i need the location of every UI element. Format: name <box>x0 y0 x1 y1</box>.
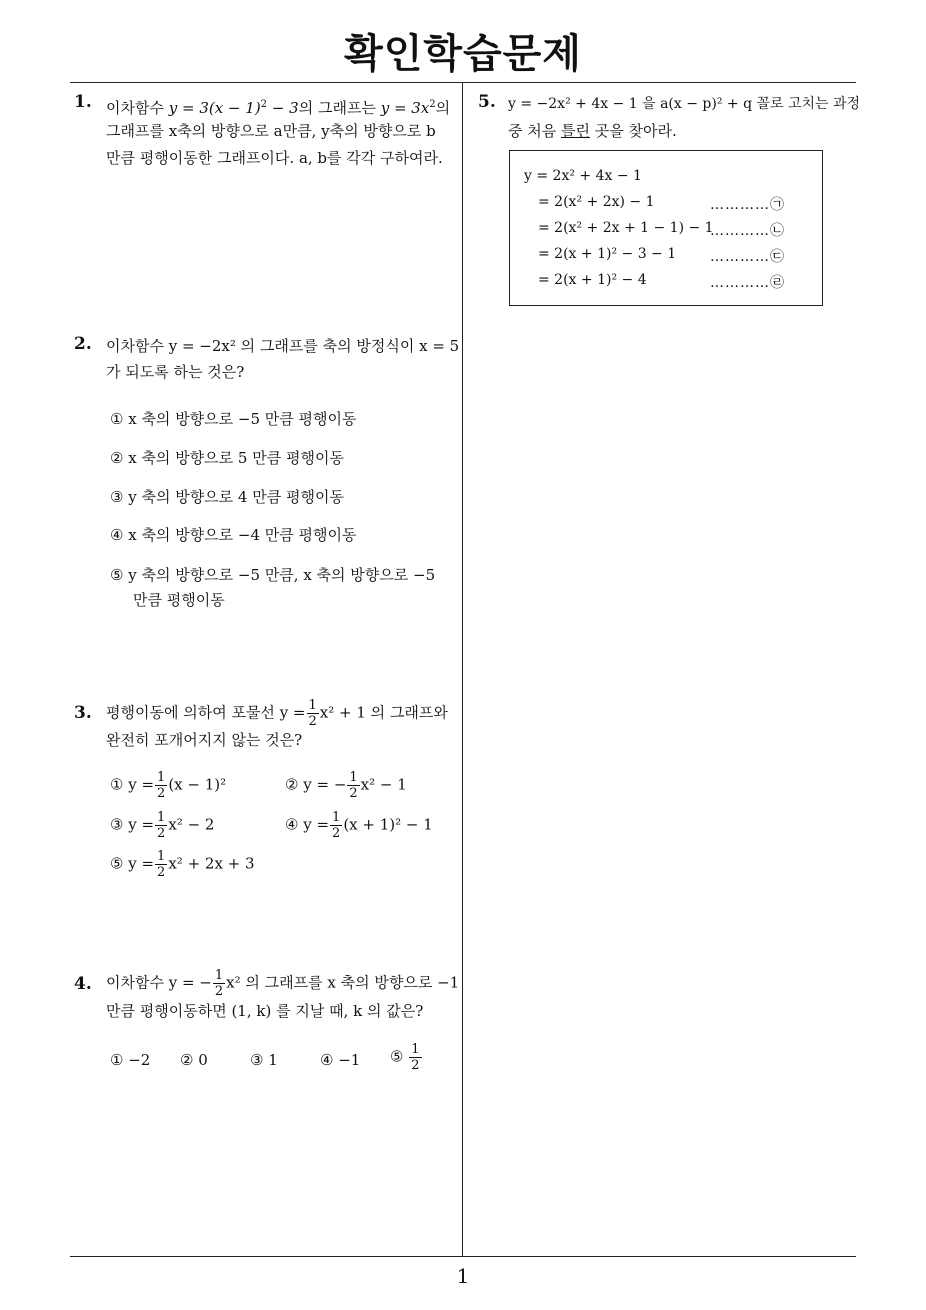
question-text-line2: 만큼 평행이동하면 (1, k) 를 지날 때, k 의 값은? <box>106 1002 424 1020</box>
column-divider <box>462 83 463 1256</box>
question-text-line2: 중 처음 틀린 곳을 찾아라. <box>508 122 677 140</box>
step-2: = 2(x² + 2x + 1 − 1) − 1 <box>538 220 714 236</box>
marker-1: …………㉠ <box>710 197 785 213</box>
question-text-line2: 완전히 포개어지지 않는 것은? <box>106 731 303 749</box>
option-5-continued: 만큼 평행이동 <box>133 591 225 609</box>
question-text-line2: 가 되도록 하는 것은? <box>106 363 245 381</box>
marker-2: …………㉡ <box>710 223 785 239</box>
option-2[interactable]: ② y = − $\frac{1}{2}$ x² − 1 <box>285 770 407 801</box>
option-4[interactable]: ④ y = $\frac{1}{2}$ (x + 1)² − 1 <box>285 810 433 841</box>
marker-3: …………㉢ <box>710 249 785 265</box>
question-number: 1. <box>74 92 92 112</box>
option-2[interactable]: ② x 축의 방향으로 5 만큼 평행이동 <box>110 449 344 467</box>
bottom-divider <box>70 1256 856 1257</box>
question-text-line1: y = −2x² + 4x − 1 을 a(x − p)² + q 꼴로 고치는 과정 <box>508 96 861 112</box>
question-number: 3. <box>74 703 92 723</box>
step-1: = 2(x² + 2x) − 1 <box>538 194 655 210</box>
option-3[interactable]: ③ y 축의 방향으로 4 만큼 평행이동 <box>110 488 344 506</box>
question-text: 이차함수 $y = 3(x - 1)^2 - 3$의 그래프는 $y = 3x^2$의 <box>106 99 451 117</box>
question-text-line1: 이차함수 y = − $\frac{1}{2}$ x² 의 그래프를 x 축의 방향으로 −1 <box>106 968 460 999</box>
question-number: 2. <box>74 334 92 354</box>
option-1[interactable]: ① −2 <box>110 1051 151 1069</box>
step-3: = 2(x + 1)² − 3 − 1 <box>538 246 677 262</box>
solution-box <box>509 150 823 306</box>
page-number: 1 <box>456 1264 470 1288</box>
question-text-line1: 이차함수 y = −2x² 의 그래프를 축의 방정식이 x = 5 <box>106 337 460 355</box>
page-title: 확인학습문제 <box>344 31 582 77</box>
top-divider <box>70 82 856 83</box>
option-4[interactable]: ④ −1 <box>320 1051 361 1069</box>
question-number: 4. <box>74 974 92 994</box>
option-3[interactable]: ③ 1 <box>250 1051 278 1069</box>
option-1[interactable]: ① y = $\frac{1}{2}$ (x − 1)² <box>110 770 227 801</box>
question-text-line2: 그래프를 x축의 방향으로 a만큼, y축의 방향으로 b <box>106 122 436 140</box>
option-3[interactable]: ③ y = $\frac{1}{2}$ x² − 2 <box>110 810 215 841</box>
option-2[interactable]: ② 0 <box>180 1051 208 1069</box>
option-4[interactable]: ④ x 축의 방향으로 −4 만큼 평행이동 <box>110 526 357 544</box>
question-number: 5. <box>478 92 496 112</box>
option-1[interactable]: ① x 축의 방향으로 −5 만큼 평행이동 <box>110 410 357 428</box>
option-5[interactable]: ⑤ y = $\frac{1}{2}$ x² + 2x + 3 <box>110 849 255 880</box>
question-text-line1: 평행이동에 의하여 포물선 y = $\frac{1}{2}$ x² + 1 의 그래프와 <box>106 698 448 729</box>
marker-4: …………㉣ <box>710 275 785 291</box>
option-5[interactable]: ⑤ $\frac{1}{2}$ <box>390 1042 420 1073</box>
option-5[interactable]: ⑤ y 축의 방향으로 −5 만큼, x 축의 방향으로 −5 <box>110 566 436 584</box>
question-text-line3: 만큼 평행이동한 그래프이다. a, b를 각각 구하여라. <box>106 149 443 167</box>
step-4: = 2(x + 1)² − 4 <box>538 272 647 288</box>
step-0: y = 2x² + 4x − 1 <box>524 168 642 184</box>
underlined-word: 틀린 <box>561 122 590 140</box>
